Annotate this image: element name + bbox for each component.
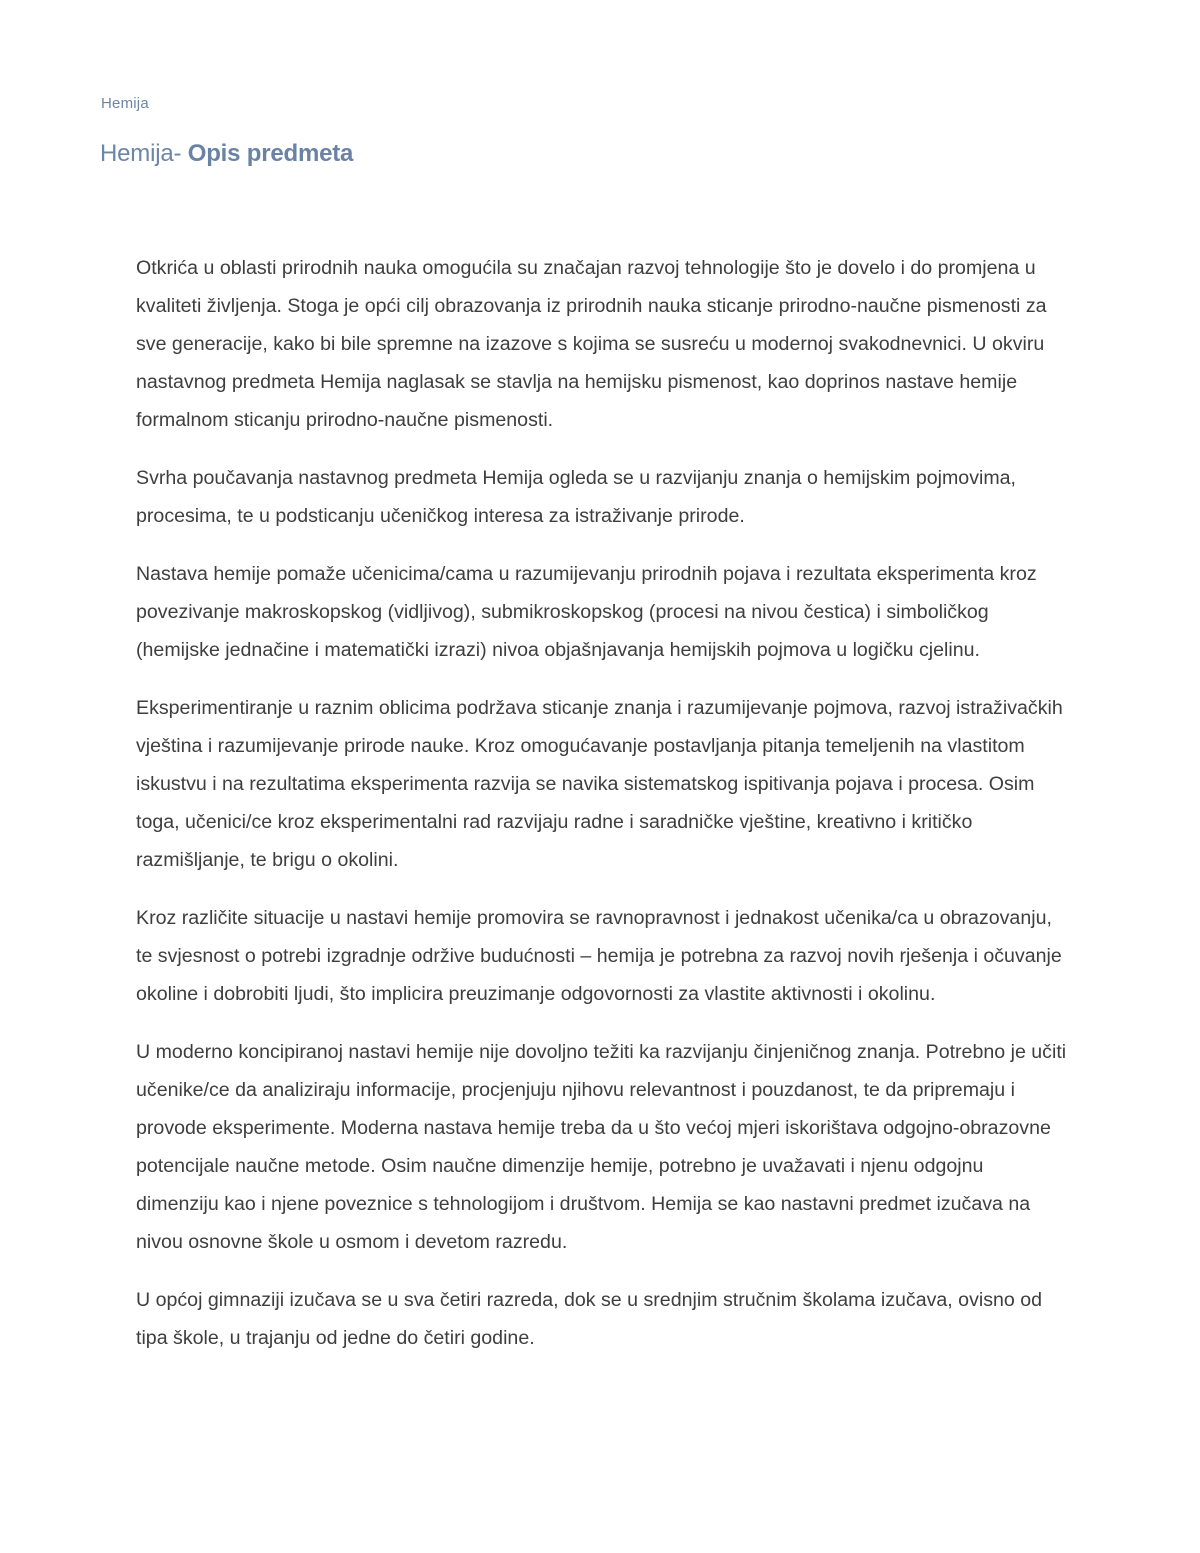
paragraph-7: U općoj gimnaziji izučava se u sva četiri razreda, dok se u srednjim stručnim školama izučava, ovisno od tipa škole, u trajanju od jedne do četiri godine. <box>136 1289 1043 1349</box>
breadcrumb: Hemija <box>101 95 149 112</box>
page-title-subject: Hemija- <box>100 140 188 167</box>
page-title-description: Opis predmeta <box>187 140 354 167</box>
page-title <box>100 140 353 168</box>
paragraph-2: Svrha poučavanja nastavnog predmeta Hemija ogleda se u razvijanju znanja o hemijskim pojmovima, procesima, te u podsticanju učeničkog interesa za istraživanje prirode. <box>136 467 1017 527</box>
paragraph-1: Otkrića u oblasti prirodnih nauka omogućila su značajan razvoj tehnologije što je dovelo i do promjena u kvaliteti življenja. Stoga je opći cilj obrazovanja iz prirodnih nauka sticanje prirodno-naučne pismenosti za sve generacije, kako bi bile spremne na izazove s kojima se susreću u modernoj svakodnevnici. U okviru nastavnog predmeta Hemija naglasak se stavlja na hemijsku pismenost, kao doprinos nastave hemije formalnom sticanju prirodno-naučne pismenosti. <box>136 257 1047 431</box>
paragraph-3: Nastava hemije pomaže učenicima/cama u razumijevanju prirodnih pojava i rezultata eksperimenta kroz povezivanje makroskopskog (vidljivog), submikroskopskog (procesi na nivou čestica) i simboličkog (hemijske jednačine i matematički izrazi) nivoa objašnjavanja hemijskih pojmova u logičku cjelinu. <box>136 563 1037 661</box>
paragraph-5: Kroz različite situacije u nastavi hemije promovira se ravnopravnost i jednakost učenika/ca u obrazovanju, te svjesnost o potrebi izgradnje održive budućnosti – hemija je potrebna za razvoj novih rješenja i očuvanje okoline i dobrobiti ljudi, što implicira preuzimanje odgovornosti za vlastite aktivnosti i okolinu. <box>136 907 1062 1005</box>
paragraph-4: Eksperimentiranje u raznim oblicima podržava sticanje znanja i razumijevanje pojmova, razvoj istraživačkih vještina i razumijevanje prirode nauke. Kroz omogućavanje postavljanja pitanja temeljenih na vlastitom iskustvu i na rezultatima eksperimenta razvija se navika sistematskog ispitivanja pojava i procesa. Osim toga, učenici/ce kroz eksperimentalni rad razvijaju radne i saradničke vještine, kreativno i kritičko razmišljanje, te brigu o okolini. <box>136 697 1063 871</box>
document-body <box>136 249 1071 1377</box>
paragraph-6: U moderno koncipiranoj nastavi hemije nije dovoljno težiti ka razvijanju činjeničnog znanja. Potrebno je učiti učenike/ce da analiziraju informacije, procjenjuju njihovu relevantnost i pouzdanost, te da pripremaju i provode eksperimente. Moderna nastava hemije treba da u što većoj mjeri iskorištava odgojno-obrazovne potencijale naučne metode. Osim naučne dimenzije hemije, potrebno je uvažavati i njenu odgojnu dimenziju kao i njene poveznice s tehnologijom i društvom. Hemija se kao nastavni predmet izučava na nivou osnovne škole u osmom i devetom razredu. <box>136 1041 1067 1253</box>
